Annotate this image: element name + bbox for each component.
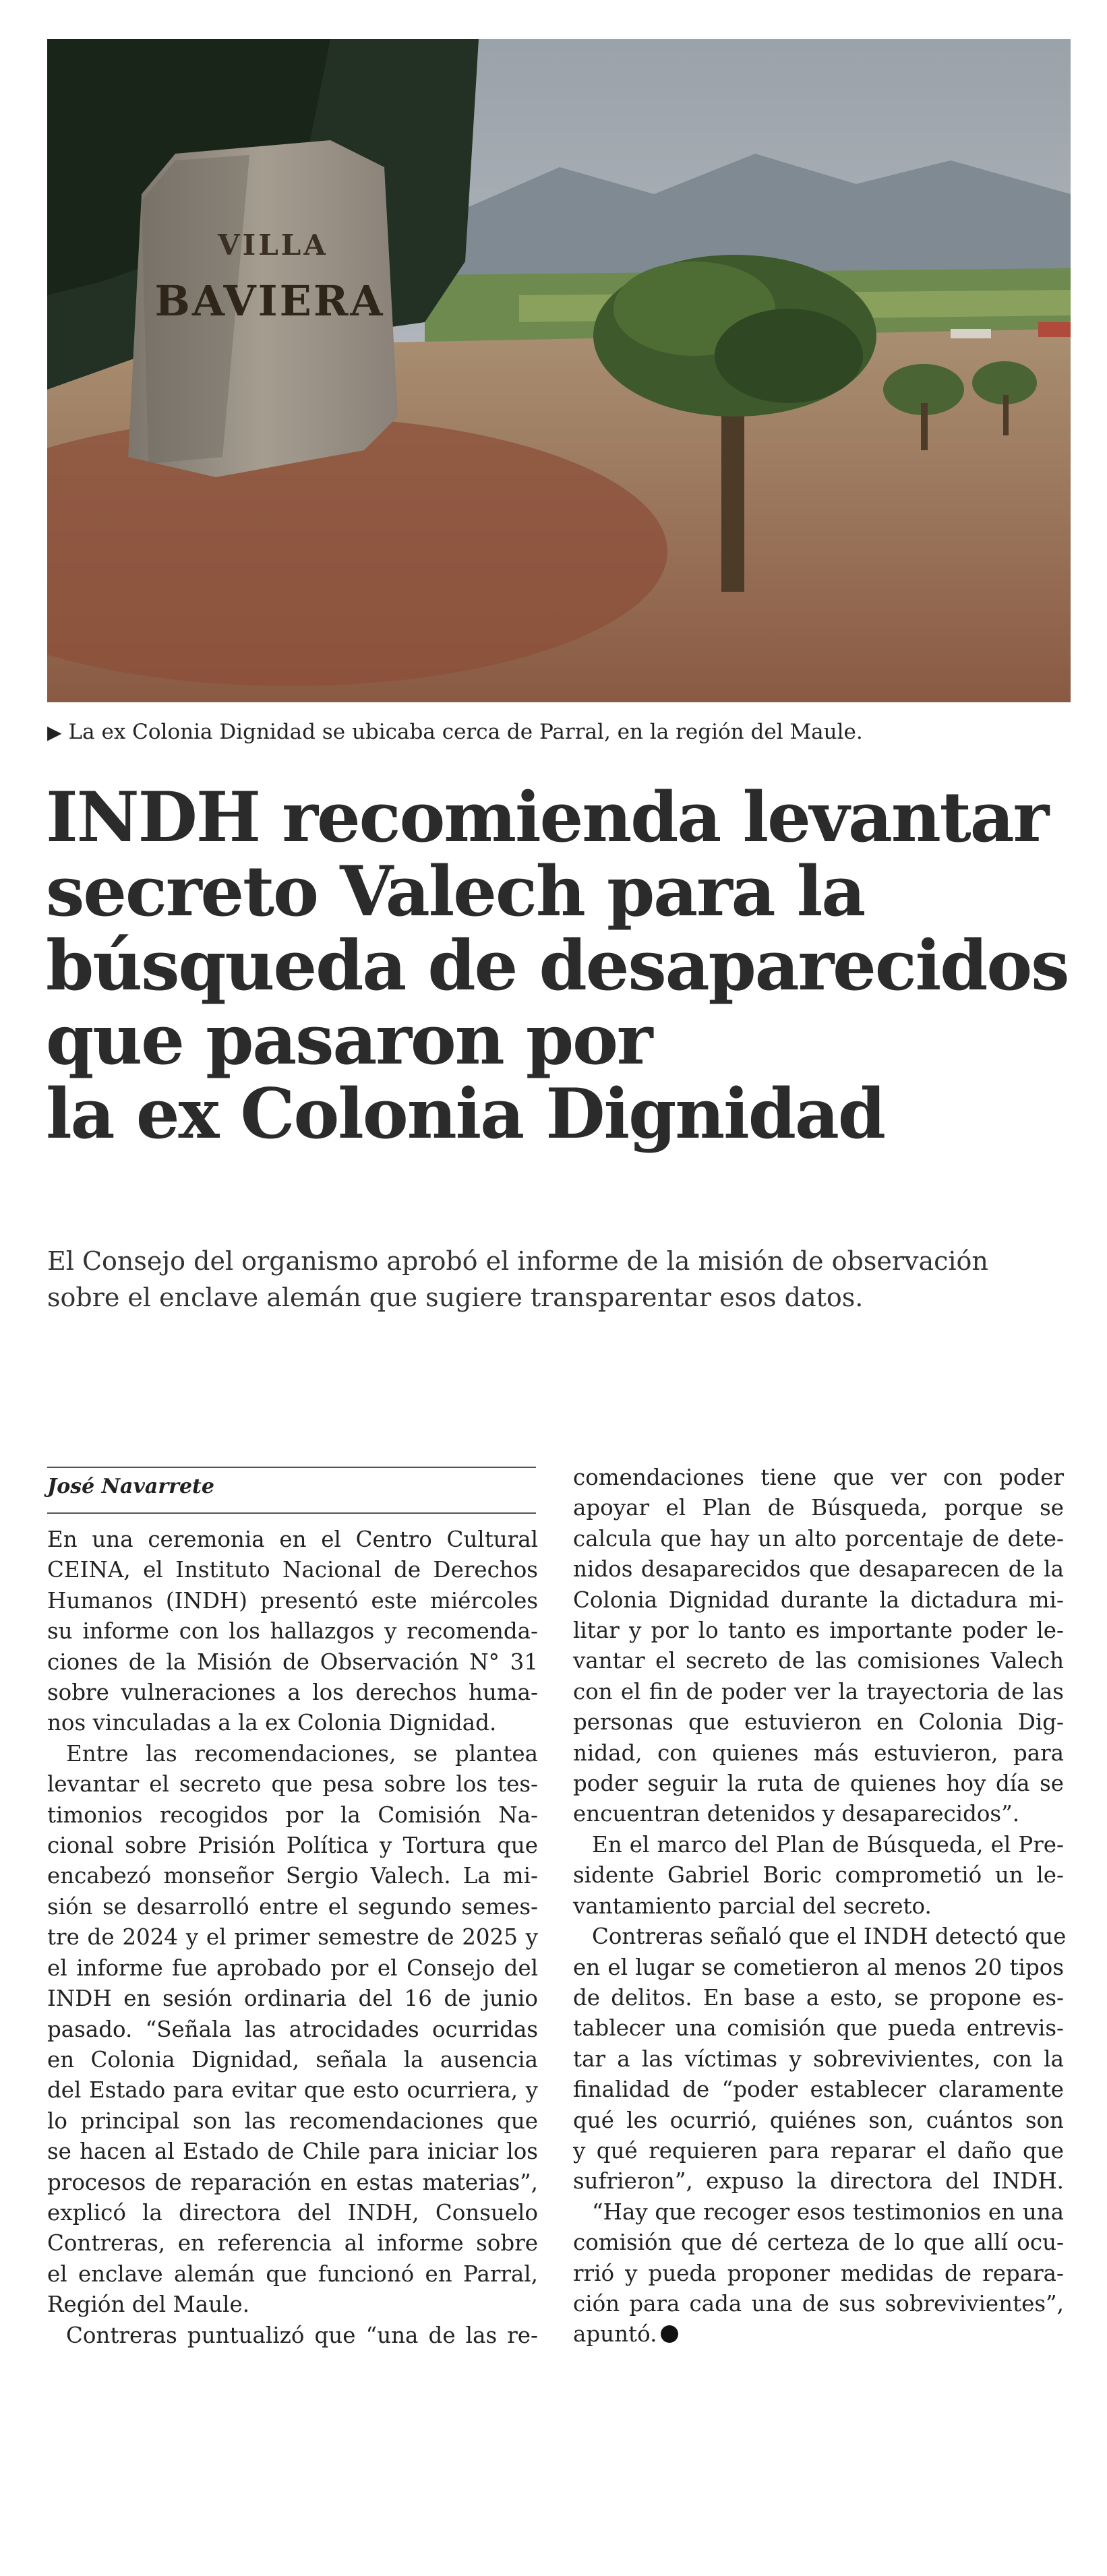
- body-line: personas que estuvieron en Colonia Dig-: [573, 1709, 1064, 1736]
- body-line: En el marco del Plan de Búsqueda, el Pre-: [592, 1831, 1064, 1858]
- body-line: vantamiento parcial del secreto.: [573, 1893, 932, 1919]
- body-line: comendaciones tiene que ver con poder: [573, 1465, 1064, 1490]
- body-line: se hacen al Estado de Chile para iniciar los: [47, 2139, 538, 2165]
- body-line: nidos desaparecidos que desaparecen de la: [573, 1556, 1064, 1583]
- body-line: el informe fue aprobado por el Consejo del: [47, 1955, 538, 1981]
- body-line: comisión que dé certeza de lo que allí ocu-: [573, 2230, 1064, 2256]
- body-line: En una ceremonia en el Centro Cultural: [47, 1527, 538, 1552]
- body-line: sufrieron”, expuso la directora del INDH.: [573, 2168, 1064, 2195]
- byline-bottom-rule: [47, 1512, 536, 1514]
- body-line: Contreras señaló que el INDH detectó que: [592, 1924, 1067, 1950]
- body-line: de delitos. En base a esto, se propone es-: [573, 1984, 1064, 2011]
- body-line: “Hay que recoger esos testimonios en una: [592, 2199, 1064, 2225]
- caption-triangle-icon: ▶: [47, 721, 62, 743]
- end-mark-icon: [661, 2325, 678, 2343]
- body-line-end: [573, 2319, 1064, 2350]
- sign-text-baviera: BAVIERA: [154, 276, 385, 326]
- subheadline: [47, 1243, 1072, 1316]
- body-line: tre de 2024 y el primer semestre de 2025 y: [47, 1924, 538, 1951]
- body-line: con el fin de poder ver la trayectoria de las: [573, 1678, 1064, 1705]
- body-line: procesos de reparación en estas materias”,: [47, 2169, 538, 2195]
- byline-top-rule: [47, 1467, 536, 1468]
- body-line-text: apuntó.: [573, 2321, 657, 2348]
- body-line: Contreras, en referencia al informe sobre: [47, 2230, 538, 2257]
- body-line: tablecer una comisión que pueda entrevis-: [573, 2015, 1064, 2042]
- body-line: explicó la directora del INDH, Consuelo: [47, 2199, 538, 2226]
- body-line: nidad, con quienes más estuvieron, para: [573, 1740, 1064, 1766]
- body-line: qué les ocurrió, quiénes son, cuántos son: [573, 2107, 1064, 2133]
- body-line: su informe con los hallazgos y recomenda-: [47, 1618, 538, 1645]
- body-line: el enclave alemán que funcionó en Parral,: [47, 2261, 538, 2287]
- body-line: apoyar el Plan de Búsqueda, porque se: [573, 1495, 1064, 1521]
- body-line: pasado. “Señala las atrocidades ocurridas: [47, 2016, 538, 2042]
- headline-line: secreto Valech para la: [46, 851, 865, 932]
- body-line: en el lugar se cometieron al menos 20 tipos: [573, 1954, 1064, 1980]
- photo-caption: [47, 718, 1072, 746]
- body-line: en Colonia Dignidad, señala la ausencia: [47, 2046, 538, 2073]
- body-line: ción para cada una de sus sobrevivientes”,: [573, 2290, 1064, 2317]
- body-line: del Estado para evitar que esto ocurriera, y: [47, 2077, 538, 2104]
- headline-line: que pasaron por: [46, 1000, 652, 1080]
- body-line: y qué requieren para reparar el daño que: [573, 2137, 1064, 2164]
- body-line: encuentran detenidos y desaparecidos”.: [573, 1801, 1020, 1827]
- body-line: Región del Maule.: [47, 2292, 250, 2318]
- body-line: calcula que hay un alto porcentaje de dete-: [573, 1525, 1064, 1552]
- body-line: Entre las recomendaciones, se plantea: [66, 1740, 538, 1767]
- body-column-right: [573, 1463, 1067, 2350]
- body-line: timonios recogidos por la Comisión Na-: [47, 1802, 538, 1828]
- body-line: sión se desarrolló entre el segundo semes-: [47, 1893, 538, 1920]
- body-line: sobre vulneraciones a los derechos huma-: [47, 1680, 538, 1706]
- headline-line: INDH recomienda levantar: [46, 777, 1048, 858]
- subheadline-line: sobre el enclave alemán que sugiere transparentar esos datos.: [47, 1283, 864, 1312]
- body-line: poder seguir la ruta de quienes hoy día se: [573, 1771, 1064, 1797]
- body-line: CEINA, el Instituto Nacional de Derechos: [47, 1557, 538, 1583]
- body-line: INDH en sesión ordinaria del 16 de junio: [47, 1986, 538, 2012]
- body-line: Contreras puntualizó que “una de las re-: [66, 2322, 538, 2348]
- caption-text: La ex Colonia Dignidad se ubicaba cerca de Parral, en la región del Maule.: [68, 720, 863, 744]
- sign-text-villa: VILLA: [218, 228, 328, 262]
- body-line: Humanos (INDH) presentó este miércoles: [47, 1587, 538, 1614]
- body-line: rrió y pueda proponer medidas de repara-: [573, 2260, 1064, 2286]
- body-line: vantar el secreto de las comisiones Valech: [573, 1648, 1064, 1674]
- body-line: Colonia Dignidad durante la dictadura mi-: [573, 1587, 1064, 1613]
- byline: José Navarrete: [47, 1475, 214, 1498]
- body-line: lo principal son las recomendaciones que: [47, 2108, 538, 2134]
- headline-line: la ex Colonia Dignidad: [46, 1074, 885, 1155]
- body-line: tar a las víctimas y sobrevivientes, con la: [573, 2046, 1064, 2072]
- body-line: ciones de la Misión de Observación N° 31: [47, 1649, 538, 1675]
- subheadline-line: El Consejo del organismo aprobó el informe de la misión de observación: [47, 1246, 988, 1276]
- body-line: encabezó monseñor Sergio Valech. La mi-: [47, 1863, 538, 1889]
- body-line: litar y por lo tanto es importante poder le-: [573, 1618, 1064, 1644]
- body-line: finalidad de “poder establecer claramente: [573, 2077, 1064, 2103]
- article-photo: [47, 39, 1071, 702]
- headline: [46, 777, 1084, 1155]
- body-line: nos vinculadas a la ex Colonia Dignidad.: [47, 1710, 497, 1736]
- body-line: levantar el secreto que pesa sobre los tes-: [47, 1771, 538, 1798]
- headline-line: búsqueda de desaparecidos: [46, 925, 1069, 1006]
- body-line: cional sobre Prisión Política y Tortura que: [47, 1833, 538, 1859]
- body-line: sidente Gabriel Boric comprometió un le-: [573, 1862, 1064, 1889]
- body-column-left: [47, 1525, 538, 2351]
